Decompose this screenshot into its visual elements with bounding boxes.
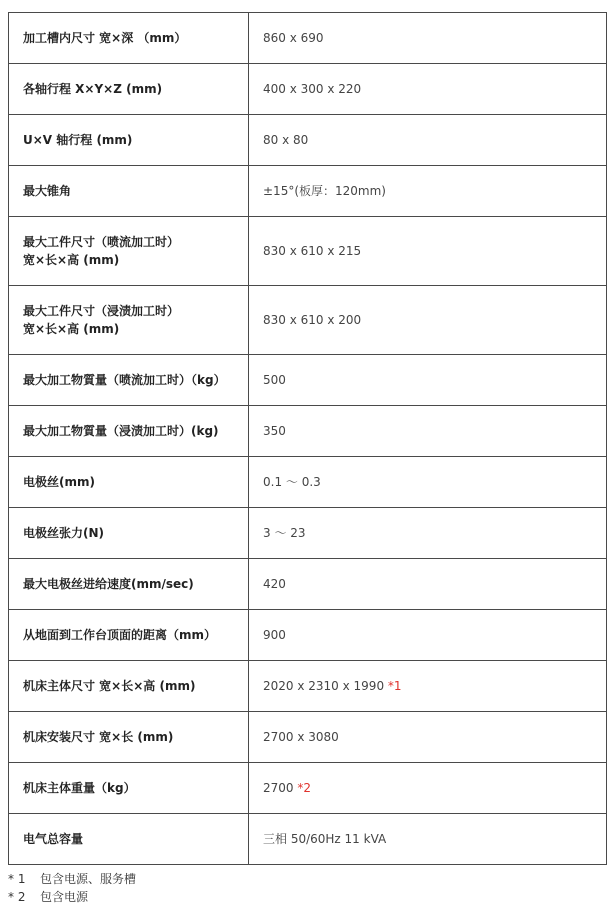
spec-value-cell bbox=[249, 763, 607, 814]
footnote-text: 包含电源 bbox=[40, 890, 89, 904]
spec-label: 最大加工物質量（喷流加工时）（kg） bbox=[9, 355, 249, 406]
spec-row bbox=[9, 508, 607, 559]
spec-value-cell bbox=[249, 661, 607, 712]
spec-table bbox=[8, 12, 607, 865]
spec-value: 350 bbox=[263, 424, 286, 438]
spec-value: 420 bbox=[263, 577, 286, 591]
footnote-2 bbox=[8, 888, 136, 906]
footnote-reference: *1 bbox=[387, 679, 402, 693]
spec-row bbox=[9, 559, 607, 610]
spec-value-cell bbox=[249, 13, 607, 64]
spec-row bbox=[9, 166, 607, 217]
spec-value-cell bbox=[249, 115, 607, 166]
spec-row bbox=[9, 217, 607, 286]
spec-row bbox=[9, 13, 607, 64]
spec-value-cell bbox=[249, 286, 607, 355]
spec-label: 机床主体重量（kg） bbox=[9, 763, 249, 814]
footnote-text: 包含电源、服务槽 bbox=[40, 872, 137, 886]
spec-label: U×V 轴行程 (mm) bbox=[9, 115, 249, 166]
spec-value-cell bbox=[249, 217, 607, 286]
spec-row bbox=[9, 610, 607, 661]
spec-label: 最大工件尺寸（浸渍加工时） 宽×长×高 (mm) bbox=[9, 286, 249, 355]
spec-table-body bbox=[9, 13, 607, 865]
spec-value-cell bbox=[249, 559, 607, 610]
spec-row bbox=[9, 64, 607, 115]
spec-value: ±15°(板厚：120mm) bbox=[263, 184, 386, 198]
spec-label: 电极丝(mm) bbox=[9, 457, 249, 508]
spec-value: 2700 bbox=[263, 781, 298, 795]
spec-label: 机床安装尺寸 宽×长 (mm) bbox=[9, 712, 249, 763]
spec-label: 最大加工物質量（浸渍加工时）(kg) bbox=[9, 406, 249, 457]
spec-row bbox=[9, 763, 607, 814]
spec-row bbox=[9, 457, 607, 508]
spec-value-cell bbox=[249, 508, 607, 559]
spec-value: 860 x 690 bbox=[263, 31, 324, 45]
spec-value-cell bbox=[249, 814, 607, 865]
spec-value: 三相 50/60Hz 11 kVA bbox=[263, 832, 387, 846]
spec-value-cell bbox=[249, 457, 607, 508]
spec-value-cell bbox=[249, 406, 607, 457]
spec-row bbox=[9, 115, 607, 166]
spec-row bbox=[9, 406, 607, 457]
spec-value-cell bbox=[249, 166, 607, 217]
spec-label: 最大电极丝进给速度(mm/sec) bbox=[9, 559, 249, 610]
spec-label: 最大工件尺寸（喷流加工时） 宽×长×高 (mm) bbox=[9, 217, 249, 286]
spec-value: 3 ～ 23 bbox=[263, 526, 306, 540]
spec-value: 0.1 ～ 0.3 bbox=[263, 475, 321, 489]
footnotes bbox=[8, 870, 136, 906]
spec-row bbox=[9, 712, 607, 763]
spec-value: 2700 x 3080 bbox=[263, 730, 339, 744]
spec-value: 900 bbox=[263, 628, 286, 642]
footnote-mark: * 1 bbox=[8, 872, 26, 886]
spec-label: 电气总容量 bbox=[9, 814, 249, 865]
spec-row bbox=[9, 286, 607, 355]
footnote-1 bbox=[8, 870, 136, 888]
spec-value: 2020 x 2310 x 1990 bbox=[263, 679, 388, 693]
spec-label: 各轴行程 X×Y×Z (mm) bbox=[9, 64, 249, 115]
footnote-reference: *2 bbox=[297, 781, 311, 795]
spec-label: 电极丝张力(N) bbox=[9, 508, 249, 559]
spec-label: 最大锥角 bbox=[9, 166, 249, 217]
spec-row bbox=[9, 814, 607, 865]
spec-value: 400 x 300 x 220 bbox=[263, 82, 362, 96]
spec-label: 从地面到工作台顶面的距离（mm） bbox=[9, 610, 249, 661]
spec-label: 加工槽内尺寸 宽×深 （mm） bbox=[9, 13, 249, 64]
spec-row bbox=[9, 355, 607, 406]
spec-value: 830 x 610 x 200 bbox=[263, 313, 362, 327]
spec-value-cell bbox=[249, 355, 607, 406]
footnote-mark: * 2 bbox=[8, 890, 26, 904]
spec-value-cell bbox=[249, 712, 607, 763]
spec-value: 830 x 610 x 215 bbox=[263, 244, 362, 258]
spec-row bbox=[9, 661, 607, 712]
spec-value: 500 bbox=[263, 373, 286, 387]
spec-value: 80 x 80 bbox=[263, 133, 309, 147]
spec-label: 机床主体尺寸 宽×长×高 (mm) bbox=[9, 661, 249, 712]
spec-value-cell bbox=[249, 610, 607, 661]
spec-value-cell bbox=[249, 64, 607, 115]
